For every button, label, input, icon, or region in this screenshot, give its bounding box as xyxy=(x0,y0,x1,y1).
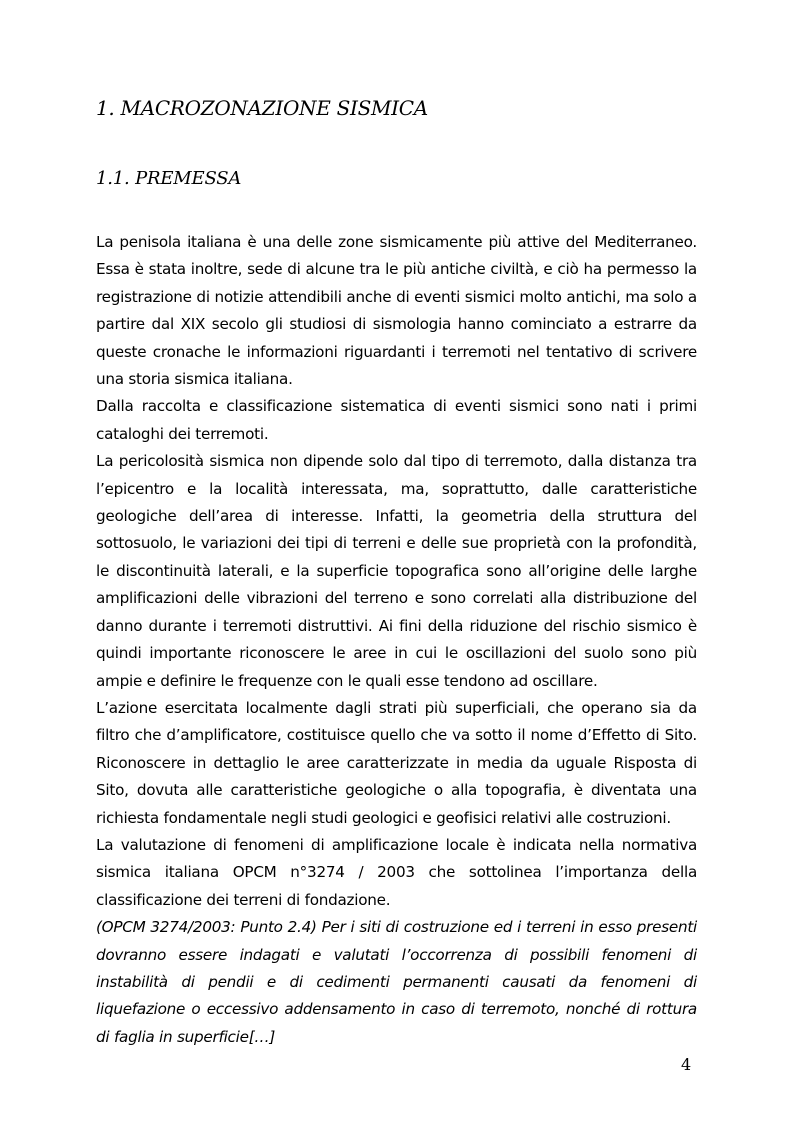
chapter-title: 1. MACROZONAZIONE SISMICA xyxy=(96,96,428,120)
paragraph: Dalla raccolta e classificazione sistematica di eventi sismici sono nati i primi cataloghi dei terremoti. xyxy=(96,397,697,443)
paragraph: La valutazione di fenomeni di amplificazione locale è indicata nella normativa sismica italiana OPCM n°3274 / 2003 che sottolinea l’importanza della classificazione dei terreni di fondazione. xyxy=(96,835,697,909)
quote-paragraph: (OPCM 3274/2003: Punto 2.4) Per i siti di costruzione ed i terreni in esso presenti dovranno essere indagati e valutati l’occorrenza di possibili fenomeni di instabilità di pendii e di cedimenti permanenti causati da fenomeni di liquefazione o eccessivo addensamento in caso di terremoto, nonché di rottura di faglia in superficie[…] xyxy=(96,918,697,1046)
section-title: 1.1. PREMESSA xyxy=(96,168,242,189)
paragraph: La pericolosità sismica non dipende solo dal tipo di terremoto, dalla distanza tra l’epicentro e la località interessata, ma, soprattutto, dalle caratteristiche geologiche dell’area di interesse. Infatti, la geometria della struttura del sottosuolo, le variazioni dei tipi di terreni e delle sue proprietà con la profondità, le discontinuità laterali, e la superficie topografica sono all’origine delle larghe amplificazioni delle vibrazioni del terreno e sono correlati alla distribuzione del danno durante i terremoti distruttivi. Ai fini della riduzione del rischio sismico è quindi importante riconoscere le aree in cui le oscillazioni del suolo sono più ampie e definire le frequenze con le quali esse tendono ad oscillare. xyxy=(96,452,697,690)
page-number: 4 xyxy=(681,1055,692,1074)
body-text xyxy=(96,229,697,1051)
paragraph: L’azione esercitata localmente dagli strati più superficiali, che operano sia da filtro che d’amplificatore, costituisce quello che va sotto il nome d’Effetto di Sito. Riconoscere in dettaglio le aree caratterizzate in media da uguale Risposta di Sito, dovuta alle caratteristiche geologiche o alla topografia, è diventata una richiesta fondamentale negli studi geologici e geofisici relativi alle costruzioni. xyxy=(96,698,697,827)
paragraph: La penisola italiana è una delle zone sismicamente più attive del Mediterraneo. Essa è stata inoltre, sede di alcune tra le più antiche civiltà, e ciò ha permesso la registrazione di notizie attendibili anche di eventi sismici molto antichi, ma solo a partire dal XIX secolo gli studiosi di sismologia hanno cominciato a estrarre da queste cronache le informazioni riguardanti i terremoti nel tentativo di scrivere una storia sismica italiana. xyxy=(96,233,697,389)
